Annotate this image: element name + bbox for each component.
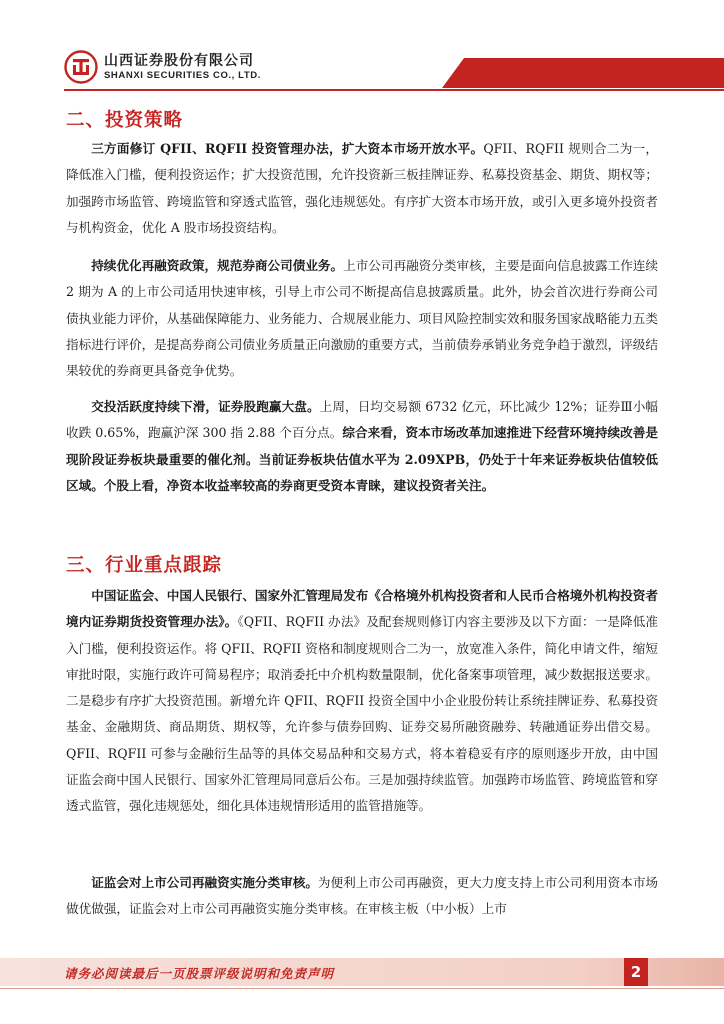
paragraph-lead: 中国证监会、中国人民银行、国家外汇管理局发布《合格境外机构投资者和人民币合格境外机构投资者境内证券期货投资管理办法》。	[66, 588, 658, 630]
paragraph-lead: 三方面修订 QFII、RQFII 投资管理办法，扩大资本市场开放水平。	[91, 141, 484, 156]
company-name-cn: 山西证券股份有限公司	[104, 53, 254, 69]
section-heading: 二、投资策略	[66, 110, 184, 131]
paragraph-body: 《QFII、RQFII 办法》及配套规则修订内容主要涉及以下方面：一是降低准入门槛，便利投资运作。将 QFII、RQFII 资格和制度规则合二为一，放宽准入条件，简化申请文件，缩短审批时限，实施行政许可简易程序；取消委托中介机构数量限制，优化备案事项管理，减少数据报送要求。二是稳步有序扩大投资范围。新增允许 QFII、RQFII 投资全国中小企业股份转让系统挂牌证券、私募投资基金、金融期货、商品期货、期权等，允许参与债券回购、证券交易所融资融券、转融通证券出借交易。QFII、RQFII 可参与金融衍生品等的具体交易品种和交易方式，将本着稳妥有序的原则逐步开放，由中国证监会商中国人民银行、国家外汇管理局同意后公布。三是加强持续监管。加强跨市场监管、跨境监管和穿透式监管，强化违规惩处，细化具体违规情形适用的监管措施等。	[66, 614, 659, 814]
report-type-banner	[442, 58, 724, 88]
paragraph-body: QFII、RQFII 规则合二为一，降低准入门槛，便利投资运作；扩大投资范围，允许投资新三板挂牌证券、私募投资基金、期货、期权等；加强跨市场监管、跨境监管和穿透式监管，强化违规惩处。有序扩大资本市场开放，或引入更多境外投资者与机构资金，优化 A 股市场投资结构。	[66, 141, 659, 235]
paragraph-lead: 证监会对上市公司再融资实施分类审核。	[91, 875, 318, 890]
page-header	[0, 0, 724, 92]
paragraph	[66, 583, 658, 820]
disclaimer-text: 请务必阅读最后一页股票评级说明和免责声明	[64, 966, 335, 981]
paragraph-body: 上周，日均交易额 6732 亿元，环比减少 12%；证券Ⅲ小幅收跌 0.65%，跑赢沪深 300 指 2.88 个百分点。	[66, 399, 658, 441]
page-footer	[0, 958, 724, 986]
paragraph	[66, 394, 658, 499]
report-type-label: 证券研究报告：行业研究/定期报	[513, 10, 686, 24]
paragraph	[66, 870, 658, 923]
paragraph-lead: 持续优化再融资政策，规范券商公司债业务。	[91, 258, 344, 273]
header-divider	[64, 89, 724, 91]
paragraph-body: 为便利上市公司再融资，更大力度支持上市公司利用资本市场做优做强，证监会对上市公司再融资实施分类审核。在审核主板（中小板）上市	[66, 875, 659, 917]
section-heading: 三、行业重点跟踪	[66, 555, 223, 576]
company-name-en: SHANXI SECURITIES CO., LTD.	[104, 70, 261, 81]
footer-divider	[0, 988, 724, 989]
company-logo-icon	[64, 50, 98, 84]
paragraph	[66, 253, 658, 384]
paragraph-body: 上市公司再融资分类审核，主要是面向信息披露工作连续 2 期为 A 的上市公司适用快速审核，引导上市公司不断提高信息披露质量。此外，协会首次进行券商公司债执业能力评价，从基础保障能力、业务能力、合规展业能力、项目风险控制实效和服务国家战略能力五类指标进行评价，是提高券商公司债业务质量正向激励的重要方式，当前债券承销业务竞争趋于激烈，评级结果较优的券商更具备竞争优势。	[66, 258, 659, 379]
page-number: 2	[624, 958, 648, 986]
paragraph	[66, 136, 658, 241]
paragraph-lead: 交投活跃度持续下滑，证券股跑赢大盘。	[91, 399, 320, 414]
paragraph-conclusion: 综合来看，资本市场改革加速推进下经营环境持续改善是现阶段证券板块最重要的催化剂。当前证券板块估值水平为 2.09XPB，仍处于十年来证券板块估值较低区域。个股上看，净资本收益率较高的券商更受资本青睐，建议投资者关注。	[66, 425, 659, 493]
